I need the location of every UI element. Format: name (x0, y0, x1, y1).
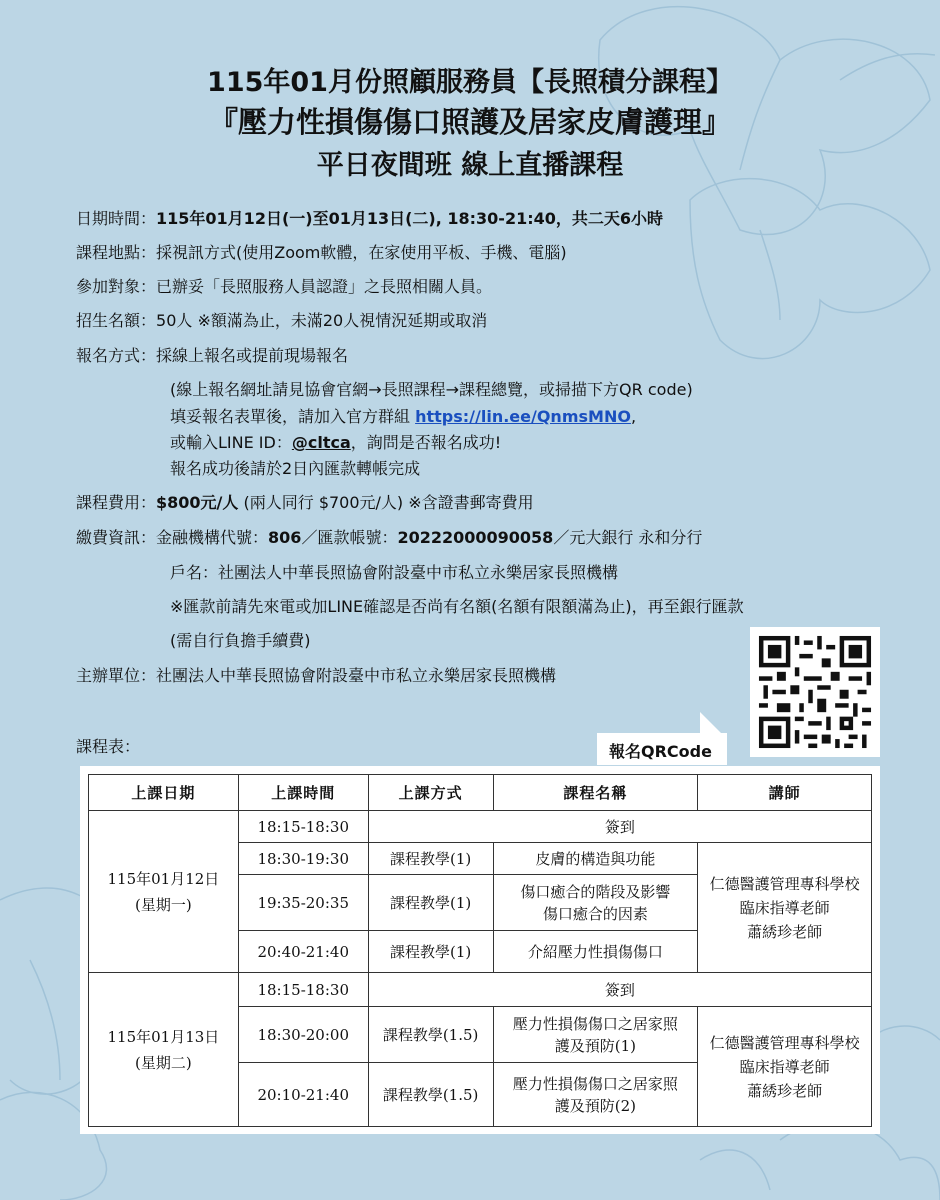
signup-line-suffix: , (630, 407, 637, 426)
signup-line-prefix: 填妥報名表單後，請加入官方群組 (170, 407, 416, 426)
info-location (76, 243, 567, 263)
line-group-link[interactable]: https://lin.ee/QnmsMNO (415, 407, 631, 426)
info-signup (76, 346, 348, 366)
line-id-suffix: ，詢問是否報名成功! (350, 433, 502, 452)
signup-label: 報名方式： (76, 346, 157, 365)
teacher-school: 仁德醫護管理專科學校 (709, 874, 860, 893)
fee-label: 課程費用： (76, 493, 157, 512)
course-cell (493, 875, 698, 931)
time-cell: 18:30-19:30 (238, 843, 368, 875)
teacher-role: 臨床指導老師 (739, 898, 830, 917)
signup-detail-3 (170, 433, 501, 453)
course-name: 傷口癒合的階段及影響 (520, 882, 671, 901)
payment-mid: ／匯款帳號： (301, 528, 398, 547)
time-cell: 18:15-18:30 (238, 973, 368, 1007)
day1-date-cell (89, 811, 239, 973)
signup-detail-1: (線上報名網址請見協會官網→長照課程→課程總覽，或掃描下方QR code) (170, 380, 693, 399)
day1-date: 115年01月12日 (107, 869, 220, 888)
payment-note-1: ※匯款前請先來電或加LINE確認是否尚有名額(名額有限額滿為止)，再至銀行匯款 (170, 597, 744, 616)
mode-cell: 課程教學(1) (368, 875, 493, 931)
fee-price: $800元/人 (156, 493, 239, 512)
course-name: 壓力性損傷傷口之居家照 (512, 1014, 678, 1033)
account-name: 戶名：社團法人中華長照協會附設臺中市私立永樂居家長照機構 (170, 563, 619, 582)
qr-label: 報名QRCode (609, 742, 712, 761)
info-payment (76, 528, 702, 548)
mode-cell: 課程教學(1) (368, 931, 493, 973)
payment-suffix: ／元大銀行 永和分行 (553, 528, 703, 547)
signup-value: 採線上報名或提前現場報名 (156, 346, 349, 365)
course-name: 皮膚的構造與功能 (535, 849, 656, 868)
quota-label: 招生名額： (76, 311, 157, 330)
time-cell: 20:10-21:40 (238, 1063, 368, 1127)
header-teacher: 講師 (698, 775, 872, 811)
signup-detail-2 (170, 407, 636, 427)
account-number: 20222000090058 (397, 528, 554, 547)
schedule-label: 課程表： (76, 737, 141, 756)
day2-date: 115年01月13日 (107, 1027, 220, 1046)
organizer-value: 社團法人中華長照協會附設臺中市私立永樂居家長照機構 (156, 666, 557, 685)
course-cell (493, 1063, 698, 1127)
course-name: 護及預防(2) (554, 1096, 636, 1115)
date-label: 日期時間： (76, 209, 157, 228)
time-cell: 18:30-20:00 (238, 1007, 368, 1063)
table-row (89, 973, 872, 1007)
header-time: 上課時間 (238, 775, 368, 811)
bank-code: 806 (268, 528, 302, 547)
teacher-role: 臨床指導老師 (739, 1057, 830, 1076)
signup-detail-4: 報名成功後請於2日內匯款轉帳完成 (170, 459, 421, 478)
teacher-school: 仁德醫護管理專科學校 (709, 1033, 860, 1052)
info-fee (76, 493, 534, 513)
day2-teacher-cell (698, 1007, 872, 1127)
info-quota (76, 311, 487, 331)
payment-prefix: 金融機構代號： (156, 528, 269, 547)
location-value: 採視訊方式(使用Zoom軟體，在家使用平板、手機、電腦) (156, 243, 567, 262)
payment-label: 繳費資訊： (76, 528, 157, 547)
time-cell: 18:15-18:30 (238, 811, 368, 843)
title-line-2: 『壓力性損傷傷口照護及居家皮膚護理』 (208, 105, 731, 139)
time-cell: 19:35-20:35 (238, 875, 368, 931)
course-cell (493, 1007, 698, 1063)
fee-rest: (兩人同行 $700元/人) ※含證書郵寄費用 (238, 493, 534, 512)
table-row (89, 811, 872, 843)
mode-cell: 課程教學(1) (368, 843, 493, 875)
course-name: 護及預防(1) (554, 1036, 636, 1055)
header-course: 課程名稱 (493, 775, 698, 811)
header-mode: 上課方式 (368, 775, 493, 811)
teacher-name: 蕭綉珍老師 (747, 1081, 823, 1100)
day1-teacher-cell (698, 843, 872, 973)
title-line-3: 平日夜間班 線上直播課程 (316, 150, 624, 181)
info-date (76, 209, 663, 229)
organizer-label: 主辦單位： (76, 666, 157, 685)
time-cell: 20:40-21:40 (238, 931, 368, 973)
schedule-table-container (80, 766, 880, 1134)
teacher-name: 蕭綉珍老師 (747, 922, 823, 941)
mode-cell: 課程教學(1.5) (368, 1063, 493, 1127)
course-name: 介紹壓力性損傷傷口 (527, 942, 663, 961)
audience-label: 參加對象： (76, 277, 157, 296)
title-line-1: 115年01月份照顧服務員【長照積分課程】 (207, 67, 733, 98)
header-date: 上課日期 (89, 775, 239, 811)
qr-code-image[interactable] (750, 627, 880, 757)
payment-note-2: (需自行負擔手續費) (170, 631, 311, 650)
audience-value: 已辦妥「長照服務人員認證」之長照相關人員。 (156, 277, 493, 296)
qr-code-icon (750, 627, 880, 757)
checkin-cell: 簽到 (368, 973, 871, 1007)
date-value: 115年01月12日(一)至01月13日(二), 18:30-21:40，共二天6小時 (156, 209, 664, 228)
line-id-prefix: 或輸入LINE ID： (170, 433, 292, 452)
course-cell (493, 843, 698, 875)
location-label: 課程地點： (76, 243, 157, 262)
course-cell (493, 931, 698, 973)
checkin-cell: 簽到 (368, 811, 871, 843)
day2-date-cell (89, 973, 239, 1127)
info-organizer (76, 666, 556, 686)
course-name: 傷口癒合的因素 (542, 904, 648, 923)
mode-cell: 課程教學(1.5) (368, 1007, 493, 1063)
day2-weekday: (星期二) (135, 1053, 192, 1072)
course-name: 壓力性損傷傷口之居家照 (512, 1074, 678, 1093)
schedule-table (88, 774, 872, 1127)
line-id[interactable]: @cltca (291, 433, 351, 452)
quota-value: 50人 ※額滿為止，未滿20人視情況延期或取消 (156, 311, 488, 330)
info-audience (76, 277, 492, 297)
day1-weekday: (星期一) (135, 895, 192, 914)
table-header-row (89, 775, 872, 811)
